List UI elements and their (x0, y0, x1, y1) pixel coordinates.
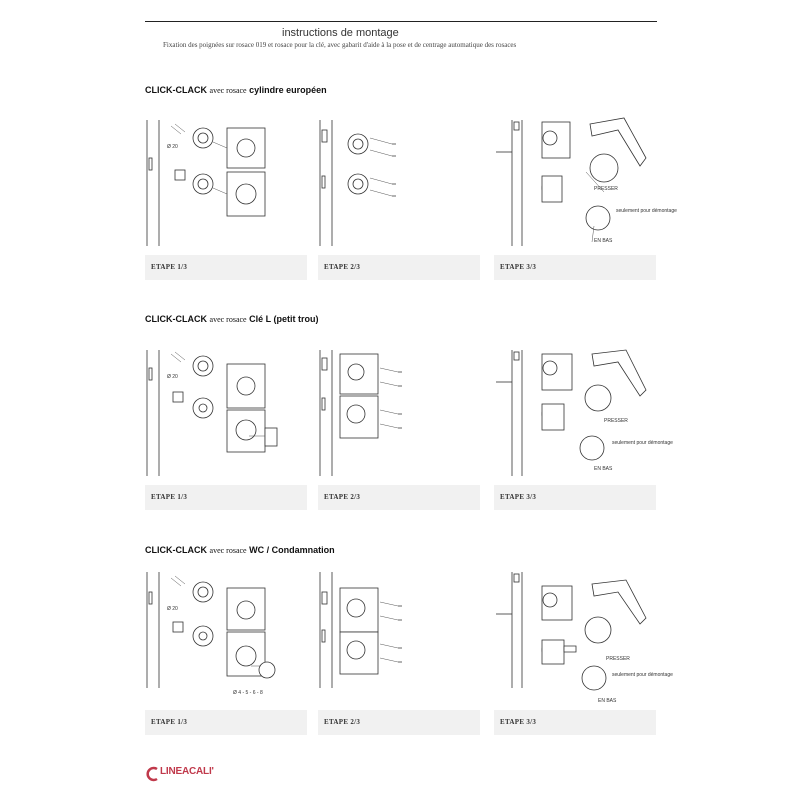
step-panel (318, 118, 480, 280)
step-label: ETAPE 3/3 (500, 718, 537, 726)
step-label: ETAPE 2/3 (324, 718, 361, 726)
step-bar (494, 485, 656, 510)
step3-illustration (494, 348, 673, 486)
step2-illustration (318, 118, 480, 256)
step-panel (145, 570, 307, 732)
step-label: ETAPE 1/3 (151, 493, 188, 501)
step-bar (494, 710, 656, 735)
document-subtitle: Fixation des poignées sur rosace 019 et rosace pour la clé, avec gabarit d'aide à la pose et de centrage automatique des rosaces (163, 41, 517, 49)
down-label: EN BAS (598, 698, 617, 704)
step-label: ETAPE 2/3 (324, 263, 361, 271)
step1-illustration (145, 118, 307, 256)
step-bar (318, 485, 480, 510)
down-label: EN BAS (594, 466, 613, 472)
section-variant: cylindre européen (249, 85, 327, 95)
step-panel (494, 118, 677, 280)
step-bar (494, 255, 656, 280)
press-label: PRESSER (594, 186, 618, 192)
section-title-key (145, 314, 318, 324)
step-label: ETAPE 3/3 (500, 493, 537, 501)
disassembly-label: seulement pour démontage (612, 672, 673, 678)
step-label: ETAPE 1/3 (151, 718, 188, 726)
step-panel (318, 570, 480, 732)
step-panel (318, 348, 480, 510)
brand-logo-icon (146, 766, 160, 782)
header-rule (145, 21, 657, 22)
step2-illustration (318, 348, 480, 486)
step-label: ETAPE 2/3 (324, 493, 361, 501)
section-connector: avec rosace (209, 546, 247, 555)
step-panel (145, 348, 307, 510)
section-title-wc (145, 545, 335, 555)
step-panel (145, 118, 307, 280)
step3-illustration (494, 570, 673, 708)
section-connector: avec rosace (209, 315, 247, 324)
section-connector: avec rosace (209, 86, 247, 95)
down-label: EN BAS (594, 238, 613, 244)
step-label: ETAPE 3/3 (500, 263, 537, 271)
press-label: PRESSER (606, 656, 630, 662)
step-panel (494, 348, 673, 510)
spindle-sizes-label: Ø 4 - 5 - 6 - 8 (233, 690, 263, 696)
step1-illustration (145, 348, 307, 486)
section-variant: WC / Condamnation (249, 545, 335, 555)
section-brand: CLICK-CLACK (145, 545, 207, 555)
press-label: PRESSER (604, 418, 628, 424)
disassembly-label: seulement pour démontage (616, 208, 677, 214)
step-bar (145, 255, 307, 280)
section-brand: CLICK-CLACK (145, 314, 207, 324)
section-title-cylinder (145, 85, 327, 95)
step-bar (318, 710, 480, 735)
section-variant: Clé L (petit trou) (249, 314, 319, 324)
disassembly-label: seulement pour démontage (612, 440, 673, 446)
document-title: instructions de montage (282, 27, 399, 39)
step-label: ETAPE 1/3 (151, 263, 188, 271)
brand-logo-text: LINEACALI' (160, 766, 214, 777)
step-bar (145, 710, 307, 735)
step-bar (318, 255, 480, 280)
step-panel (494, 570, 673, 732)
diameter-label: Ø 20 (167, 374, 178, 380)
section-brand: CLICK-CLACK (145, 85, 207, 95)
step-bar (145, 485, 307, 510)
step1-illustration (145, 570, 307, 708)
step3-illustration (494, 118, 677, 256)
diameter-label: Ø 20 (167, 606, 178, 612)
step2-illustration (318, 570, 480, 708)
diameter-label: Ø 20 (167, 144, 178, 150)
